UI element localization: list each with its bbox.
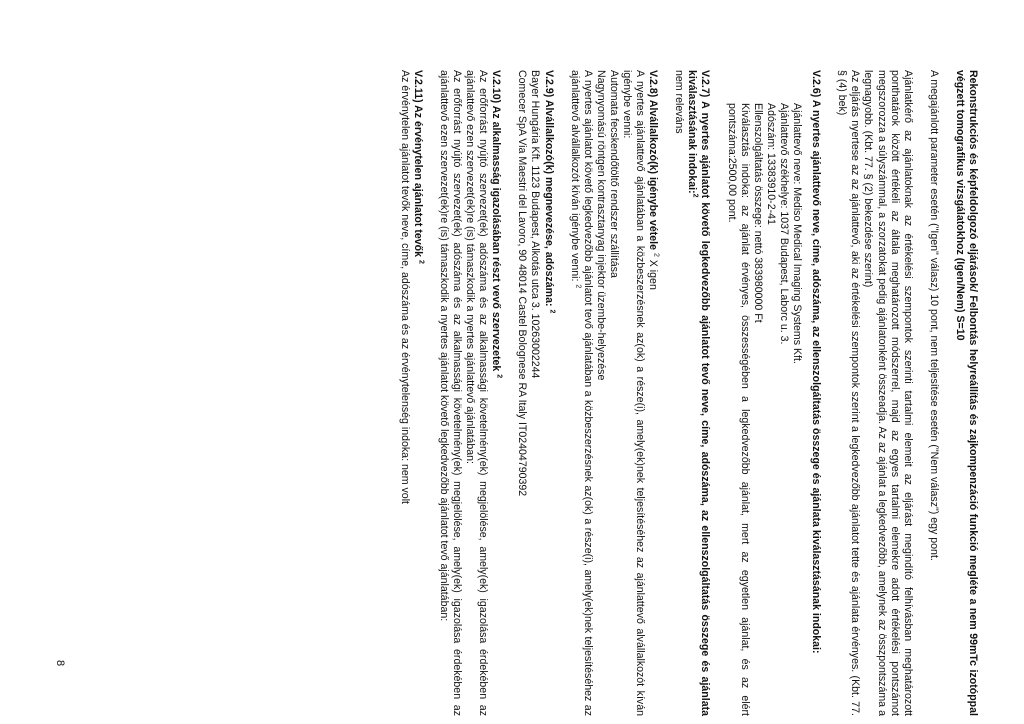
footnote-marker: 2 — [495, 374, 503, 379]
section-v28-title: V.2.8) Alvállalkozó(k) igénybe vétele — [647, 70, 660, 250]
section-v26-body — [725, 70, 804, 716]
section-v211-title: V.2.11) Az érvénytelen ajánlatot tevők — [411, 70, 424, 258]
footnote-marker: 2 — [691, 193, 699, 198]
section-v211-heading — [411, 70, 424, 716]
section-v210-title: V.2.10) Az alkalmasság igazolásában részt vevő szervezetek — [490, 70, 503, 372]
section-v27-heading — [685, 70, 711, 716]
page-number: 8 — [54, 660, 66, 667]
footnote-marker: 2 — [652, 252, 660, 257]
subcontract-part-1: Automata fecskendőtöltő rendszer szállítása — [607, 70, 620, 278]
runner-up-subcontract — [568, 70, 594, 716]
invalid-bidders: Az érvénytelen ajánlatot tevők neve, címe, adószáma és az érvénytelenség indoka: nem volt — [398, 70, 411, 504]
criterion-heading: Rekonstrukciós és képfeldolgozó eljárások/ Felbontás helyreállítás és zajkompenzáció funkció megléte a nem 99mTc izotóppal végzett tomografikus vizsgálatokhoz (Igen/Nem) S=10 — [953, 70, 979, 716]
section-v29-heading — [541, 70, 554, 716]
subcontractor-1: Bayer Hungária Kft. 1123 Budapest, Alkotás utca 3. 10263002244 — [529, 70, 542, 379]
subcontractor-2: Comecer SpA Via Maestri del Lavoro, 90 48014 Castel Bolognese RA Italy IT02404790392 — [516, 70, 529, 497]
scoring-rule: A megajánlott parameter esetén ("Igen" válasz) 10 pont, nem teljesítése esetén ("Nem válasz") egy pont. — [927, 70, 940, 561]
section-v29-title: V.2.9) Alvállalkozó(k) megnevezése, adószáma: — [542, 70, 555, 307]
subcontract-parts-intro: A nyertes ajánlattevő ajánlatában a közbeszerzésnek az(ok) a része(i), amely(ek)nek teljesítéséhez az ajánlattevő alvállalkozót kíván igénybe venni: — [621, 70, 647, 716]
bidder-tax-number: Adószám: 13383910-2-41 — [764, 103, 777, 225]
capacity-organisations-winner: Az erőforrást nyújtó szervezet(ek) adószáma és az alkalmassági követelmény(ek) megjelölése, amely(ek) igazolása érdekében az ajánlattevő ezen szervezet(ek)re (is) támaszkodik a nyertes ajánlattevő ajánlatában: — [464, 70, 490, 716]
page-content — [398, 70, 979, 716]
bidder-seat: Ajánlattevő székhelye: 1037 Budapest, Laborc u. 3. — [777, 103, 790, 345]
subcontractor-answer: X igen — [647, 259, 660, 290]
winner-rule: Az eljárás nyertese az az ajánlattevő, aki az értékelési szempontok szerint a legkedvezőbb ajánlatot tette és ajánlata érvényes. (Kbt. 77. § (4) bek) — [836, 70, 862, 716]
runner-up-subcontract-text: A nyertes ajánlatot követő legkedvezőbb ajánlatot tevő ajánlatában a közbeszerzésnek az(ok) a része(i), amely(ek)nek teljesítéséhez az ajánlattevő alvállalkozót kíván igénybe venni: — [568, 70, 594, 716]
contract-amount: Ellenszolgáltatás összege: nettó 383980000 Ft — [751, 103, 764, 323]
footnote-marker: 2 — [548, 309, 556, 314]
section-v210-heading — [489, 70, 502, 716]
capacity-organisations-runner-up: Az erőforrást nyújtó szervezet(ek) adószáma és az alkalmassági követelmény(ek) megjelölése, amely(ek) igazolása érdekében az ajánlattevő ezen szervezet(ek)re (is) támaszkodik a nyertes ajánlatot követő legkedvezőbb ajánlatot tevő ajánlatában: — [437, 70, 463, 716]
evaluation-method: Ajánlatkérő az ajánlatoknak az értékelési szempontok szerinti tartalmi elemeit az eljárást megindító felhívásban meghatározott ponthatárok között értékeli az általa meghatározott módszerrel, majd az egyes tartalmi elemekre adott értékelési pontszámot megszorozza a súlyszámmal, a szorzatokat pedig ajánlatonként összeadja. Az az ajánlat a legkedvezőbb, amelynek az összpontszáma a legnagyobb. (Kbt. 77. § (2) bekezdése szerint) — [862, 70, 914, 716]
section-v28-heading — [646, 70, 659, 716]
section-v27-text: nem releváns — [673, 70, 686, 134]
footnote-marker: 2 — [574, 284, 582, 289]
section-v27-title: V.2.7) A nyertes ajánlatot követő legkedvezőbb ajánlatot tevő neve, címe, adószáma, az ellenszolgáltatás összege és ajánlata kiválasztásának indokai: — [686, 70, 712, 716]
bidder-name: Ajánlattevő neve: Mediso Medical Imaging Systems Kft. — [791, 103, 804, 364]
subcontract-part-2: Nagynyomású röntgen kontrasztanyag injektor üzembe-helyezése — [594, 70, 607, 381]
selection-reason: Kiválasztás indoka: az ajánlat érvényes, összességében a legkedvezőbb ajánlat, mert az egyetlen ajánlat, és az elért pontszáma:2500,00 pont. — [725, 103, 751, 716]
section-v26-heading: V.2.6) A nyertes ajánlattevő neve, címe, adószáma, az ellenszolgáltatás összege és ajánlata kiválasztásának indokai: — [810, 70, 823, 654]
footnote-marker: 2 — [417, 260, 425, 264]
